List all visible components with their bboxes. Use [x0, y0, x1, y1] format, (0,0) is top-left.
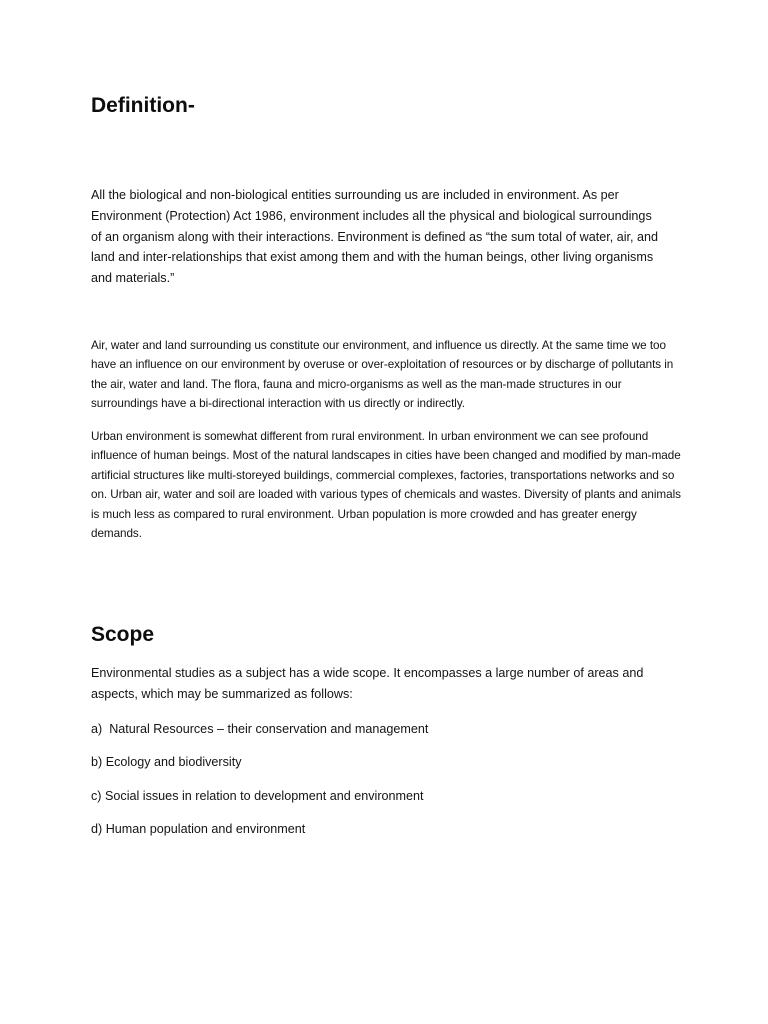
definition-heading: Definition-: [91, 94, 195, 117]
scope-intro: Environmental studies as a subject has a wide scope. It encompasses a large number of areas and aspects, which may be summarized as follows:: [91, 666, 644, 701]
definition-paragraph-1: All the biological and non-biological entities surrounding us are included in environment. As per Environment (Protection) Act 1986, environment includes all the physical and biological surroundings of an organism along with their interactions. Environment is defined as “the sum total of water, air, and land and inter-relationships that exist among them and with the human beings, other living organisms and materials.”: [91, 188, 659, 286]
scope-item-natural-resources: a) Natural Resources – their conservation and management: [91, 722, 429, 736]
definition-paragraph-3: Urban environment is somewhat different from rural environment. In urban environment we can see profound influence of human beings. Most of the natural landscapes in cities have been changed and modified by man-made artificial structures like multi-storeyed buildings, commercial complexes, factories, transportations networks and so on. Urban air, water and soil are loaded with various types of chemicals and wastes. Diversity of plants and animals is much less as compared to rural environment. Urban population is more crowded and has greater energy demands.: [91, 430, 681, 541]
scope-heading: Scope: [91, 623, 155, 646]
scope-item-social-issues: c) Social issues in relation to development and environment: [91, 789, 424, 803]
definition-paragraph-2: Air, water and land surrounding us constitute our environment, and influence us directly. At the same time we too have an influence on our environment by overuse or over-exploitation of resources or by discharge of pollutants in the air, water and land. The flora, fauna and micro-organisms as well as the man-made structures in our surroundings have a bi-directional interaction with us directly or indirectly.: [91, 339, 674, 411]
scope-item-human-population: d) Human population and environment: [91, 822, 306, 836]
scope-item-ecology: b) Ecology and biodiversity: [91, 755, 242, 769]
